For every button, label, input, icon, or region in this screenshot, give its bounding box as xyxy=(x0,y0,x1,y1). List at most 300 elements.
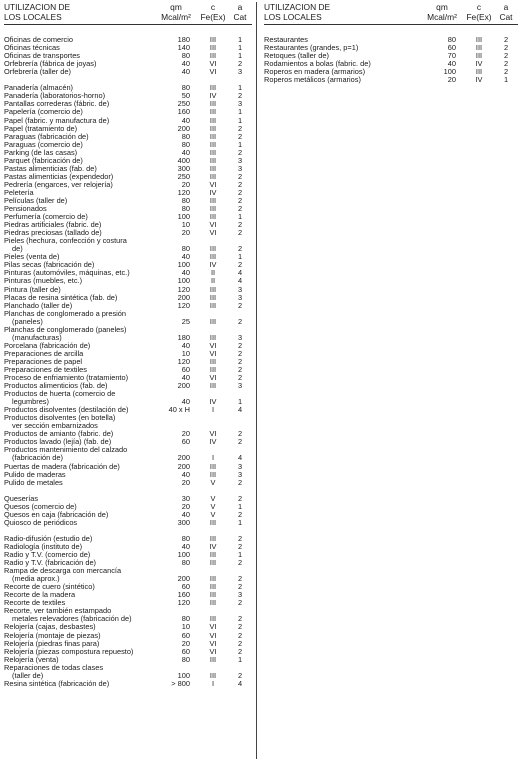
row-qm: 10 xyxy=(181,220,190,230)
row-qm: 200 xyxy=(177,574,190,584)
header-c-line1: c xyxy=(476,2,482,12)
row-a: 1 xyxy=(237,252,243,262)
row-c: IV xyxy=(209,260,217,270)
row-a: 2 xyxy=(237,187,243,197)
row-qm: 400 xyxy=(177,155,190,165)
row-a: 3 xyxy=(237,67,243,77)
row-c: III xyxy=(475,35,483,45)
row-qm: 120 xyxy=(177,356,190,366)
row-label: Perfumería (comercio de) xyxy=(4,212,88,222)
row-c: IV xyxy=(475,75,483,85)
row-a: 2 xyxy=(503,59,509,69)
row-qm: 60 xyxy=(447,43,456,53)
row-qm: 40 xyxy=(447,59,456,69)
row-c: VI xyxy=(209,340,217,350)
row-a: 2 xyxy=(237,147,243,157)
row-a: 2 xyxy=(237,373,243,383)
row-qm: 20 xyxy=(181,429,190,439)
row-a: 2 xyxy=(237,630,243,640)
row-a: 2 xyxy=(237,91,243,101)
row-a: 2 xyxy=(237,179,243,189)
row-c: III xyxy=(475,51,483,61)
row-c: III xyxy=(209,123,217,133)
row-c: III xyxy=(209,115,217,125)
row-c: III xyxy=(209,244,217,254)
row-label: Rampa de descarga con mercancía xyxy=(4,566,122,576)
row-a: 2 xyxy=(237,316,243,326)
row-qm: 200 xyxy=(177,461,190,471)
row-label: Piedras artificiales (fabric. de) xyxy=(4,220,102,230)
row-qm: 40 xyxy=(181,542,190,551)
row-c: III xyxy=(209,332,217,342)
row-label: (taller de) xyxy=(12,670,44,680)
row-qm: 40 xyxy=(181,59,190,69)
row-c: IV xyxy=(475,59,483,69)
row-qm: 40 xyxy=(181,252,190,262)
header-qm-line2: Mcal/m² xyxy=(427,12,457,22)
row-c: III xyxy=(209,155,217,165)
row-c: III xyxy=(209,316,217,326)
row-c: I xyxy=(211,453,215,463)
header-c-line2: Fe(Ex) xyxy=(466,12,492,22)
row-c: IV xyxy=(209,91,217,101)
row-qm: 40 xyxy=(181,147,190,157)
row-a: 2 xyxy=(237,59,243,69)
row-qm: 80 xyxy=(181,533,190,543)
row-c: III xyxy=(209,364,217,374)
row-a: 3 xyxy=(237,332,243,342)
table-row xyxy=(4,519,252,527)
row-c: IV xyxy=(209,542,217,551)
row-label: Productos disolventes (destilación de) xyxy=(4,405,129,415)
row-c: III xyxy=(209,381,217,391)
row-qm: 160 xyxy=(177,107,190,117)
header-title xyxy=(4,2,70,22)
row-label: Orfebrería (taller de) xyxy=(4,67,71,77)
row-a: 4 xyxy=(237,276,243,286)
row-c: II xyxy=(210,268,216,278)
row-a: 2 xyxy=(237,582,243,592)
row-c: IV xyxy=(209,187,217,197)
row-c: VI xyxy=(209,630,217,640)
header-qm-line2: Mcal/m² xyxy=(161,12,191,22)
header-c-line1: c xyxy=(210,2,216,12)
row-qm: 200 xyxy=(177,453,190,463)
table-header xyxy=(4,2,252,24)
row-qm: 80 xyxy=(181,558,190,568)
row-c: I xyxy=(211,678,215,688)
row-label: Relojería (montaje de piezas) xyxy=(4,630,101,640)
row-label: Papel (fabric. y manufactura de) xyxy=(4,115,110,125)
row-c: III xyxy=(209,582,217,592)
row-label: Peletería xyxy=(4,187,34,197)
row-c: III xyxy=(209,195,217,205)
row-c: III xyxy=(209,550,217,560)
row-label: Restaurantes xyxy=(264,35,308,45)
header-rule-right xyxy=(264,24,518,25)
row-label: Piedras preciosas (tallado de) xyxy=(4,228,102,238)
row-qm: 300 xyxy=(177,163,190,173)
row-label: Quesos en caja (fabricación de) xyxy=(4,509,109,519)
row-c: III xyxy=(475,43,483,53)
row-label: Pinturas (automóviles, máquinas, etc.) xyxy=(4,268,130,278)
row-label: Oficinas de transportes xyxy=(4,51,80,61)
row-c: IV xyxy=(209,397,217,407)
row-label: Preparaciones de papel xyxy=(4,356,83,366)
row-c: III xyxy=(209,461,217,471)
row-a: 3 xyxy=(237,469,243,479)
row-c: VI xyxy=(209,67,217,77)
row-a: 2 xyxy=(237,622,243,632)
row-c: III xyxy=(209,356,217,366)
row-label: Relojería (venta) xyxy=(4,654,59,664)
row-qm: 120 xyxy=(177,598,190,608)
row-qm: 80 xyxy=(181,244,190,254)
row-c: III xyxy=(209,147,217,157)
row-c: III xyxy=(209,654,217,664)
row-label: ver sección embarnizados xyxy=(12,421,98,431)
row-label: Puertas de madera (fabricación de) xyxy=(4,461,120,471)
row-qm: 80 xyxy=(447,35,456,45)
row-a: 2 xyxy=(237,300,243,310)
row-qm: 80 xyxy=(181,139,190,149)
row-a: 1 xyxy=(237,115,243,125)
row-c: III xyxy=(209,99,217,109)
row-qm: 60 xyxy=(181,646,190,656)
row-label: Pensionados xyxy=(4,204,47,214)
header-a-line2: Cat xyxy=(499,12,513,22)
row-a: 2 xyxy=(503,43,509,53)
row-label: Roperos metálicos (armarios) xyxy=(264,75,361,85)
row-c: VI xyxy=(209,348,217,358)
row-c: III xyxy=(209,212,217,222)
row-a: 1 xyxy=(237,212,243,222)
row-label: de) xyxy=(12,244,23,254)
row-a: 4 xyxy=(237,405,243,415)
row-label: Parquet (fabricación de) xyxy=(4,155,83,165)
row-label: Paraguas (comercio de) xyxy=(4,139,83,149)
row-qm: 180 xyxy=(177,35,190,45)
row-label: Recorte de cuero (sintético) xyxy=(4,582,95,592)
row-c: VI xyxy=(209,429,217,439)
row-qm: 120 xyxy=(177,284,190,294)
row-a: 2 xyxy=(237,356,243,366)
row-c: VI xyxy=(209,228,217,238)
row-c: IV xyxy=(209,437,217,447)
row-qm: 100 xyxy=(443,67,456,77)
row-c: V xyxy=(210,477,216,487)
row-a: 3 xyxy=(237,163,243,173)
row-c: VI xyxy=(209,179,217,189)
row-label: Orfebrería (fábrica de joyas) xyxy=(4,59,97,69)
row-label: Pieles (venta de) xyxy=(4,252,60,262)
row-a: 2 xyxy=(237,340,243,350)
row-a: 1 xyxy=(237,107,243,117)
header-title-line2: LOS LOCALES xyxy=(264,12,322,22)
row-qm: 140 xyxy=(177,43,190,53)
row-a: 4 xyxy=(237,453,243,463)
row-label: Reparaciones de todas clases xyxy=(4,662,104,672)
row-qm: 80 xyxy=(181,204,190,214)
row-label: Pantallas correderas (fábric. de) xyxy=(4,99,110,109)
row-a: 1 xyxy=(503,75,509,85)
row-c: III xyxy=(209,558,217,568)
row-a: 3 xyxy=(237,284,243,294)
row-a: 1 xyxy=(237,397,243,407)
row-label: Radio y T.V. (fabricación de) xyxy=(4,558,97,568)
row-qm: 40 xyxy=(181,67,190,77)
row-label: Pulido de metales xyxy=(4,477,63,487)
row-label: Preparaciones de arcilla xyxy=(4,348,84,358)
row-label: Productos lavado (lejía) (fab. de) xyxy=(4,437,112,447)
row-label: Pilas secas (fabricación de) xyxy=(4,260,95,270)
row-label: Oficinas técnicas xyxy=(4,43,60,53)
row-a: 2 xyxy=(237,244,243,254)
row-a: 2 xyxy=(237,558,243,568)
row-a: 2 xyxy=(503,67,509,77)
row-a: 3 xyxy=(237,292,243,302)
row-a: 2 xyxy=(237,348,243,358)
row-label: Rodamientos a bolas (fabric. de) xyxy=(264,59,371,69)
table-row xyxy=(4,479,252,487)
row-a: 2 xyxy=(237,123,243,133)
row-a: 2 xyxy=(503,35,509,45)
row-a: 1 xyxy=(237,550,243,560)
row-label: metales relevadores (fabricación de) xyxy=(12,614,132,624)
row-c: III xyxy=(209,43,217,53)
row-label: Parking (de las casas) xyxy=(4,147,78,157)
row-label: Panadería (almacén) xyxy=(4,83,74,93)
row-a: 3 xyxy=(237,155,243,165)
row-qm: 40 xyxy=(181,340,190,350)
row-qm: 160 xyxy=(177,590,190,600)
row-c: III xyxy=(209,284,217,294)
row-c: II xyxy=(210,276,216,286)
row-a: 2 xyxy=(503,51,509,61)
row-label: Papelería (comercio de) xyxy=(4,107,83,117)
row-a: 3 xyxy=(237,99,243,109)
row-qm: 40 xyxy=(181,115,190,125)
row-label: Recorte de la madera xyxy=(4,590,76,600)
row-label: Retoques (taller de) xyxy=(264,51,329,61)
right-rows xyxy=(264,28,518,84)
row-label: Proceso de enfriamiento (tratamiento) xyxy=(4,373,129,383)
row-label: Productos mantenimiento del calzado xyxy=(4,445,128,455)
row-a: 2 xyxy=(237,204,243,214)
row-c: III xyxy=(209,131,217,141)
column-separator xyxy=(256,2,257,759)
row-label: Planchas de conglomerado a presión xyxy=(4,308,127,318)
right-column xyxy=(264,2,518,85)
row-c: III xyxy=(209,300,217,310)
row-label: Preparaciones de textiles xyxy=(4,364,87,374)
row-label: Productos de huerta (comercio de xyxy=(4,389,116,399)
row-c: III xyxy=(209,517,217,527)
row-c: VI xyxy=(209,646,217,656)
header-title-line1: UTILIZACION DE xyxy=(4,2,71,12)
row-c: III xyxy=(209,598,217,608)
row-c: III xyxy=(209,204,217,214)
row-label: (manufacturas) xyxy=(12,332,62,342)
row-qm: 60 xyxy=(181,582,190,592)
row-label: Pintura (taller de) xyxy=(4,284,61,294)
row-qm: 180 xyxy=(177,332,190,342)
row-label: Resina sintética (fabricación de) xyxy=(4,678,110,688)
header-c xyxy=(199,2,227,22)
row-c: VI xyxy=(209,622,217,632)
row-qm: 100 xyxy=(177,550,190,560)
row-label: Recorte, ver también estampado xyxy=(4,606,112,616)
row-label: Planchas de conglomerado (paneles) xyxy=(4,324,127,334)
row-label: Pulido de maderas xyxy=(4,469,66,479)
header-a-line1: a xyxy=(237,2,243,12)
header-qm-line1: qm xyxy=(436,2,448,12)
row-a: 1 xyxy=(237,51,243,61)
row-a: 2 xyxy=(237,646,243,656)
row-a: 2 xyxy=(237,614,243,624)
row-a: 4 xyxy=(237,268,243,278)
row-a: 3 xyxy=(237,381,243,391)
row-qm: 40 xyxy=(181,397,190,407)
row-qm: 80 xyxy=(181,131,190,141)
row-a: 2 xyxy=(237,131,243,141)
row-qm: 80 xyxy=(181,83,190,93)
row-a: 2 xyxy=(237,195,243,205)
row-label: Pastas alimenticias (expendedor) xyxy=(4,171,114,181)
row-a: 2 xyxy=(237,509,243,519)
row-qm: 40 xyxy=(181,469,190,479)
row-c: VI xyxy=(209,638,217,648)
row-c: III xyxy=(209,51,217,61)
row-label: Relojería (piedras finas para) xyxy=(4,638,100,648)
table-row xyxy=(4,680,252,688)
row-qm: 80 xyxy=(181,654,190,664)
row-c: III xyxy=(209,590,217,600)
row-c: III xyxy=(209,574,217,584)
row-c: III xyxy=(209,670,217,680)
row-qm: 80 xyxy=(181,51,190,61)
row-qm: 40 x H xyxy=(168,405,190,415)
row-a: 2 xyxy=(237,670,243,680)
row-a: 2 xyxy=(237,493,243,503)
header-c-right xyxy=(465,2,493,22)
row-a: 3 xyxy=(237,461,243,471)
row-label: Quesos (comercio de) xyxy=(4,501,77,511)
row-c: V xyxy=(210,501,216,511)
row-qm: 60 xyxy=(181,437,190,447)
row-qm: 10 xyxy=(181,348,190,358)
row-qm: 100 xyxy=(177,260,190,270)
row-c: III xyxy=(209,252,217,262)
row-qm: 200 xyxy=(177,381,190,391)
row-a: 1 xyxy=(237,35,243,45)
row-a: 2 xyxy=(237,228,243,238)
row-qm: 50 xyxy=(181,91,190,101)
row-label: Queserías xyxy=(4,493,39,503)
header-qm-line1: qm xyxy=(170,2,182,12)
row-label: Películas (taller de) xyxy=(4,195,68,205)
row-label: Paraguas (fabricación de) xyxy=(4,131,89,141)
row-qm: 20 xyxy=(181,638,190,648)
row-a: 2 xyxy=(237,533,243,543)
row-c: III xyxy=(209,107,217,117)
row-qm: 40 xyxy=(181,509,190,519)
row-qm: 10 xyxy=(181,622,190,632)
row-a: 1 xyxy=(237,43,243,53)
row-c: VI xyxy=(209,373,217,383)
row-qm: 100 xyxy=(177,670,190,680)
row-qm: 80 xyxy=(181,614,190,624)
row-c: V xyxy=(210,493,216,503)
row-qm: 250 xyxy=(177,171,190,181)
row-qm: 40 xyxy=(181,268,190,278)
row-label: Oficinas de comercio xyxy=(4,35,74,45)
row-label: Porcelana (fabricación de) xyxy=(4,340,91,350)
row-qm: 20 xyxy=(181,477,190,487)
row-c: III xyxy=(209,163,217,173)
row-label: Panadería (laboratorios-horno) xyxy=(4,91,106,101)
row-c: III xyxy=(209,292,217,302)
row-qm: 60 xyxy=(181,364,190,374)
row-label: Restaurantes (grandes, p=1) xyxy=(264,43,359,53)
row-a: 2 xyxy=(237,542,243,551)
row-qm: 80 xyxy=(181,195,190,205)
row-label: Relojería (piezas compostura repuesto) xyxy=(4,646,134,656)
row-a: 1 xyxy=(237,83,243,93)
row-label: Recorte de textiles xyxy=(4,598,66,608)
row-c: III xyxy=(209,171,217,181)
row-label: (paneles) xyxy=(12,316,43,326)
row-a: 2 xyxy=(237,220,243,230)
row-qm: 20 xyxy=(181,179,190,189)
row-a: 1 xyxy=(237,139,243,149)
header-qm-right xyxy=(422,2,462,22)
row-label: Radio y T.V. (comercio de) xyxy=(4,550,91,560)
row-label: Pinturas (muebles, etc.) xyxy=(4,276,83,286)
left-column xyxy=(4,2,252,688)
row-qm: 70 xyxy=(447,51,456,61)
row-label: Pieles (hechura, confección y costura xyxy=(4,236,127,246)
header-title-line2: LOS LOCALES xyxy=(4,12,62,22)
row-c: I xyxy=(211,405,215,415)
header-a-line1: a xyxy=(503,2,509,12)
row-c: VI xyxy=(209,59,217,69)
row-qm: 20 xyxy=(181,501,190,511)
row-label: Radio-difusión (estudio de) xyxy=(4,533,93,543)
row-label: Productos de amianto (fabric. de) xyxy=(4,429,114,439)
row-qm: 20 xyxy=(181,228,190,238)
header-a-right xyxy=(496,2,516,22)
row-a: 2 xyxy=(237,260,243,270)
row-a: 3 xyxy=(237,590,243,600)
row-qm: 25 xyxy=(181,316,190,326)
row-qm: 200 xyxy=(177,292,190,302)
row-a: 2 xyxy=(237,598,243,608)
header-title-line1: UTILIZACION DE xyxy=(264,2,331,12)
row-qm: 120 xyxy=(177,187,190,197)
row-label: Productos alimenticios (fab. de) xyxy=(4,381,108,391)
row-qm: 200 xyxy=(177,123,190,133)
row-label: Pedrería (engarces, ver relojería) xyxy=(4,179,113,189)
row-label: Pastas alimenticias (fab. de) xyxy=(4,163,97,173)
row-c: III xyxy=(209,35,217,45)
row-c: III xyxy=(209,533,217,543)
row-c: III xyxy=(209,83,217,93)
row-c: V xyxy=(210,509,216,519)
row-label: Relojería (cajas, desbastes) xyxy=(4,622,96,632)
row-c: III xyxy=(475,67,483,77)
row-qm: 100 xyxy=(177,212,190,222)
